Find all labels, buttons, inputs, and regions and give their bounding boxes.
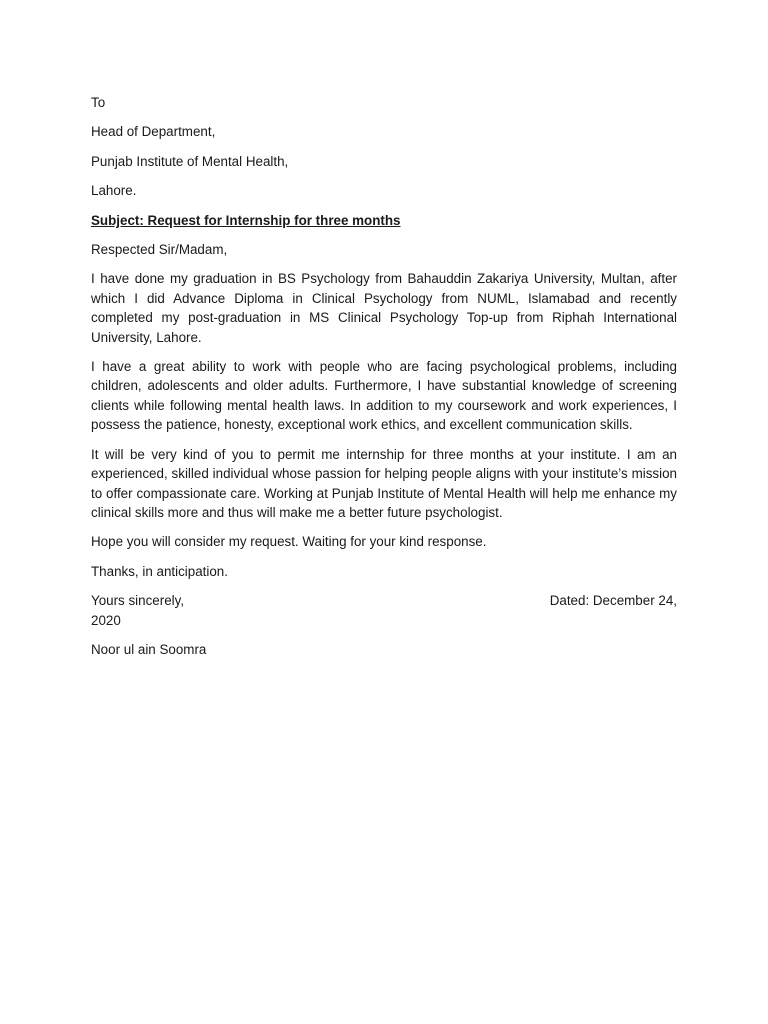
closing-row — [91, 591, 677, 610]
city-line: Lahore. — [91, 183, 137, 199]
paragraph-education: I have done my graduation in BS Psychology from Bahauddin Zakariya University, Multan, after which I did Advance Diploma in Clinical Psychology from NUML, Islamabad and recently completed my post-graduation in MS Clinical Psychology Top-up from Riphah International University, Lahore. — [91, 271, 677, 345]
paragraph-abilities: I have a great ability to work with people who are facing psychological problems, including children, adolescents and older adults. Furthermore, I have substantial knowledge of screening clients while following mental health laws. In addition to my coursework and work experiences, I possess the patience, honesty, exceptional work ethics, and excellent communication skills. — [91, 359, 677, 433]
letter-body — [91, 93, 677, 669]
thanks-line: Thanks, in anticipation. — [91, 563, 228, 579]
salutation: Respected Sir/Madam, — [91, 242, 228, 258]
dated: Dated: December 24, — [549, 593, 677, 609]
closing: Yours sincerely, — [91, 593, 185, 609]
recipient-title: Head of Department, — [91, 124, 216, 140]
paragraph-request: It will be very kind of you to permit me internship for three months at your institute. I am an experienced, skilled individual whose passion for helping people aligns with your institute’s mission to offer compassionate care. Working at Punjab Institute of Mental Health will help me enhance my clinical skills more and thus will make me a better future psychologist. — [91, 446, 677, 520]
paragraph-hope: Hope you will consider my request. Waiting for your kind response. — [91, 534, 487, 550]
date-year: 2020 — [91, 612, 121, 628]
institution-name: Punjab Institute of Mental Health, — [91, 153, 289, 169]
signature-name: Noor ul ain Soomra — [91, 641, 207, 657]
subject-line: Subject: Request for Internship for three months — [91, 212, 401, 228]
to-line: To — [91, 95, 106, 110]
